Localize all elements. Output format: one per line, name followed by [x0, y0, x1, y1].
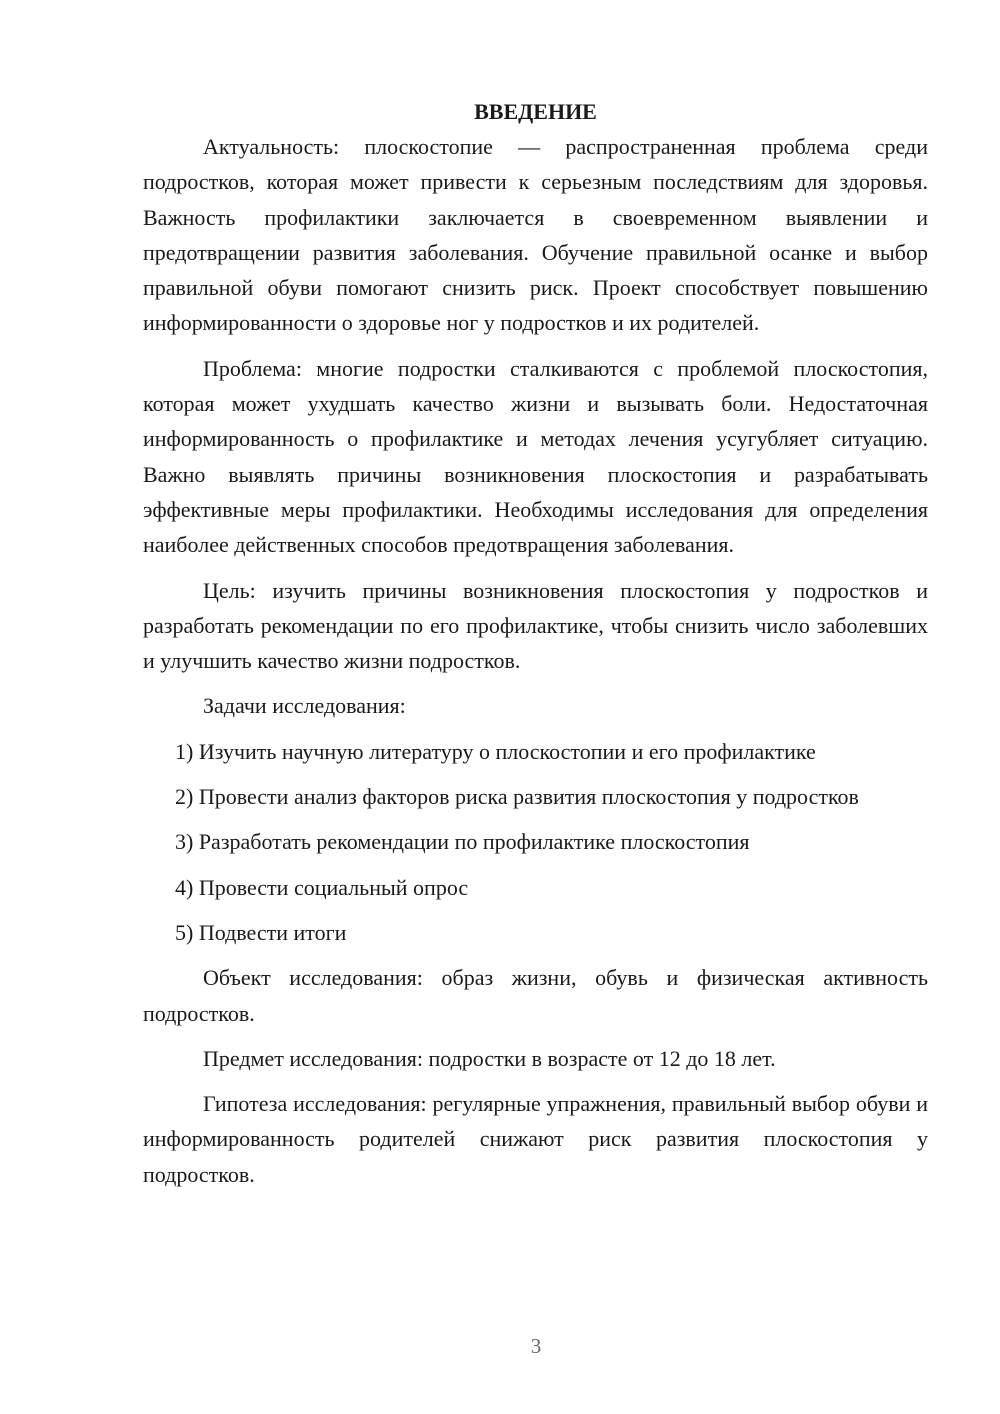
tasks-heading: Задачи исследования: [203, 693, 406, 719]
paragraph-problem: Проблема: многие подростки сталкиваются с проблемой плоскостопия, которая может ухудшать качество жизни и вызывать боли. Недостаточная информированность о профилактике и методах лечения усугубляет ситуацию. Важно выявлять причины возникновения плоскостопия и разрабатывать эффективные меры профилактики. Необходимы исследования для определения наиболее действенных способов предотвращения заболевания. [143, 355, 928, 558]
task-item-1: 1) Изучить научную литературу о плоскостопии и его профилактике [175, 738, 816, 764]
paragraph-hypothesis: Гипотеза исследования: регулярные упражнения, правильный выбор обуви и информированность родителей снижают риск развития плоскостопия у подростков. [143, 1091, 928, 1187]
paragraph-object: Объект исследования: образ жизни, обувь и физическая активность подростков. [143, 965, 928, 1026]
paragraph-relevance: Актуальность: плоскостопие — распространенная проблема среди подростков, которая может привести к серьезным последствиям для здоровья. Важность профилактики заключается в своевременном выявлении и предотвращении развития заболевания. Обучение правильной осанке и выбор правильной обуви помогают снизить риск. Проект способствует повышению информированности о здоровье ног у подростков и их родителей. [143, 134, 928, 336]
task-item-3: 3) Разработать рекомендации по профилактике плоскостопия [175, 829, 750, 855]
section-title: ВВЕДЕНИЕ [474, 99, 597, 124]
task-item-4: 4) Провести социальный опрос [175, 874, 469, 900]
task-item-2: 2) Провести анализ факторов риска развития плоскостопия у подростков [175, 784, 859, 810]
task-item-5: 5) Подвести итоги [175, 919, 347, 945]
paragraph-subject: Предмет исследования: подростки в возрасте от 12 до 18 лет. [203, 1045, 776, 1071]
document-page [143, 94, 928, 1202]
paragraph-goal: Цель: изучить причины возникновения плоскостопия у подростков и разработать рекомендации по его профилактике, чтобы снизить число заболевших и улучшить качество жизни подростков. [143, 577, 928, 674]
page-number: 3 [530, 1334, 542, 1358]
